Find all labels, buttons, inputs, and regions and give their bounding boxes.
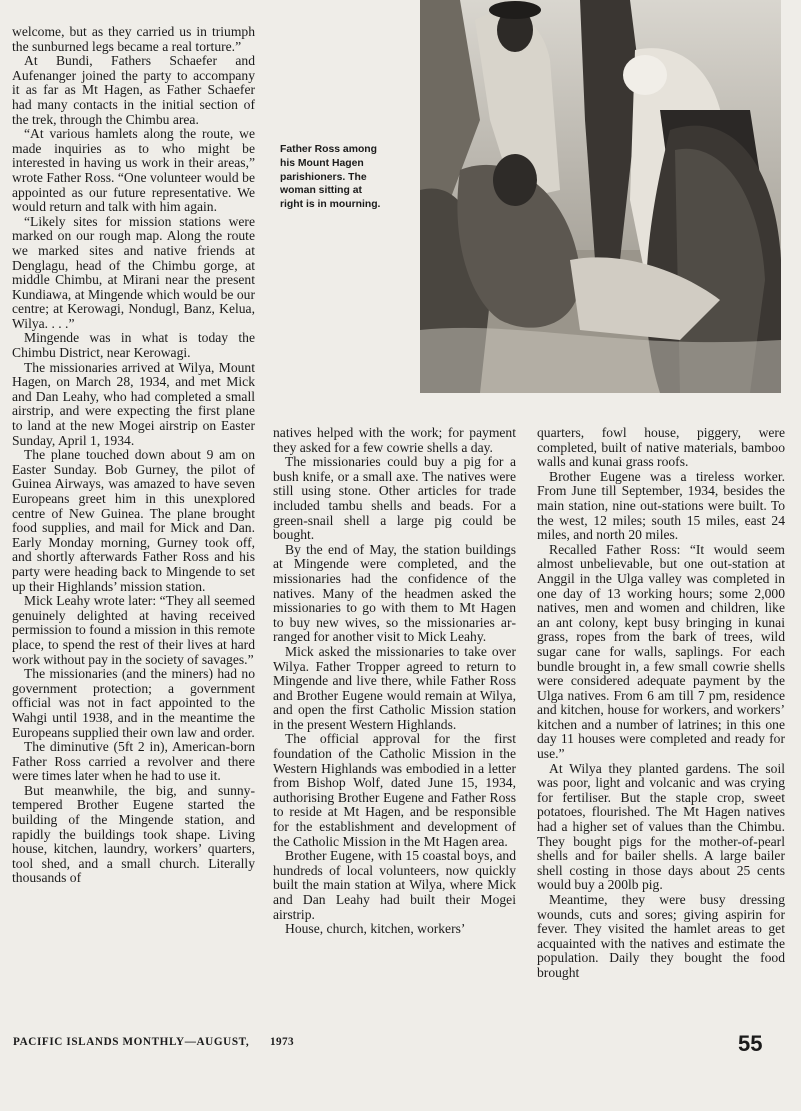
paragraph: The diminutive (5ft 2 in), American-born Father Ross carried a revolver and there were times later when he had to use it. — [12, 739, 255, 784]
text-column-1 — [12, 25, 255, 886]
paragraph: natives helped with the work; for payment they asked for a few cowrie shells a day. — [273, 425, 516, 455]
paragraph: House, church, kitchen, workers’ — [285, 921, 466, 937]
paragraph: By the end of May, the station buildings at Mingende were completed, and the missionaries had the confidence of the natives. Many of the headmen asked the missionaries to go with them to Mt Hagen to buy new wives, so the missionaries arranged for another visit to Mick Leahy. — [273, 541, 516, 645]
text-column-2 — [273, 426, 516, 937]
paragraph: At Wilya they planted gardens. The soil was poor, light and volcanic and was crying for fertiliser. But the staple crop, sweet potatoes, flourished. The Mt Hagen natives had a higher set of values than the Chimbu. They bought pigs for the mother-of-pearl shells and for bailer shells. A large bailer shell costing in those days about 25 cents would buy a 200lb pig. — [537, 760, 785, 893]
footer-publication: PACIFIC ISLANDS MONTHLY—AUGUST, — [13, 1036, 250, 1048]
paragraph: quarters, fowl house, piggery, were completed, built of native materials, bamboo walls and kunai grass roofs. — [537, 425, 785, 470]
caption-line: right is in mourning. — [280, 199, 381, 211]
paragraph: Mick Leahy wrote later: “They all seemed genuinely delighted at having received permission to found a mission in this remote place, to spend the rest of their lives at hard work without pay in the society of savages.” — [12, 593, 255, 667]
caption-line: Father Ross among — [280, 144, 377, 155]
photograph — [420, 0, 781, 393]
text-column-3 — [537, 426, 785, 981]
caption-line: his Mount Hagen — [280, 157, 364, 169]
paragraph: Brother Eugene, with 15 coastal boys, and hundreds of local volunteers, now quickly built the main station at Wilya, where Mick and Dan Leahy had built their Mogei airstrip. — [273, 848, 516, 922]
paragraph: Mingende was in what is today the Chimbu District, near Kerowagi. — [12, 330, 255, 361]
paragraph: Meantime, they were busy dressing wounds, cuts and sores; giving aspirin for fever. They visited the hamlet areas to get acquainted with the natives and estimate the population. Daily they bought the food brought — [537, 892, 785, 980]
paragraph: The plane touched down about 9 am on Easter Sunday. Bob Gurney, the pilot of Guinea Airways, was amazed to have seven Europeans greet him in this unexplored centre of New Guinea. The plane brought food supplies, and mail for Mick and Dan. Early Monday morning, Gurney took off, and shortly afterwards Father Ross and his party were heading back to Mingende to set up their Highlands’ mission station. — [12, 447, 255, 594]
caption-line: woman sitting at — [280, 185, 362, 197]
paragraph: But meanwhile, the big, and sunny-tempered Brother Eugene started the building of the Mingende station, and rapidly the buildings took shape. Living house, kitchen, laundry, workers’ quarters, tool shed, and a small church. Literally thousands of — [12, 782, 255, 886]
page-number: 55 — [738, 1031, 763, 1056]
paragraph: The missionaries could buy a pig for a bush knife, or a small axe. The natives were still using stone. Other articles for trade included tambu shells and beads. For a green-snail shell a large pig could be bought. — [273, 454, 516, 543]
paragraph: At Bundi, Fathers Schaefer and Aufenanger joined the party to accompany it as far as Mt Hagen, as Father Schaefer had many contacts in the initial section of the trek, through the Chimbu area. — [12, 53, 255, 127]
photo-father-ross-parishioners — [420, 0, 781, 393]
paragraph: The missionaries (and the miners) had no government protection; a government official was not in fact appointed to the Wahgi until 1938, and in the meantime the Europeans supplied their own law and order. — [12, 666, 255, 740]
paragraph: “At various hamlets along the route, we made inquiries as to who might be interested in having us work in their areas,” wrote Father Ross. “One volunteer would be appointed as our future representative. We would return and talk with him again. — [12, 126, 255, 215]
paragraph: welcome, but as they carried us in triumph the sunburned legs became a real torture.” — [12, 24, 255, 54]
photo-caption — [280, 143, 404, 212]
footer-year: 1973 — [270, 1036, 294, 1048]
paragraph: Recalled Father Ross: “It would seem almost unbelievable, but one out-station at Anggil in the Ulga valley was completed in one day of 13 working hours; some 2,000 natives, men and women and children, like an ant colony, kept busy bringing in kunai grass, ropes from the bark of trees, wild sugar cane for walls, saplings. For each bundle brought in, a few small cowrie shells were considered adequate payment by the Ulga natives. From 6 am till 7 pm, residence and kitchen, house for workers, and workers’ kitchen and a number of latrines; in this one day 11 houses were completed and ready for use.” — [537, 541, 785, 762]
paragraph: “Likely sites for mission stations were marked on our rough map. Along the route we marked sites and native friends at Denglagu, head of the Chimbu gorge, at middle Chimbu, at Mirani near the present Kundiawa, at Mingende which would be our centre; at Kerowagi, Nondugl, Banz, Kelua, Wilya. . . .” — [12, 213, 255, 331]
paragraph: The official approval for the first foundation of the Catholic Mission in the Western Highlands was embodied in a letter from Bishop Wolf, dated June 15, 1934, authorising Brother Eugene and Father Ross to reside at Mt Hagen, and be responsible for the establishment and development of the Catholic Mission in the Mt Hagen area. — [273, 731, 516, 849]
paragraph: The missionaries arrived at Wilya, Mount Hagen, on March 28, 1934, and met Mick and Dan Leahy, who had completed a small airstrip, and were expecting the first plane to land at the new Mogei airstrip on Easter Sunday, April 1, 1934. — [12, 359, 255, 448]
paragraph: Brother Eugene was a tireless worker. From June till September, 1934, besides the main station, nine out-stations were built. To the west, 12 miles; south 15 miles, east 24 miles, and north 20 miles. — [537, 468, 785, 543]
caption-line: parishioners. The — [280, 171, 367, 183]
paragraph: Mick asked the missionaries to take over Wilya. Father Tropper agreed to return to Mingende and live there, while Father Ross and Brother Eugene would remain at Wilya, and open the first Catholic Mission station in the present Western Highlands. — [273, 643, 516, 732]
